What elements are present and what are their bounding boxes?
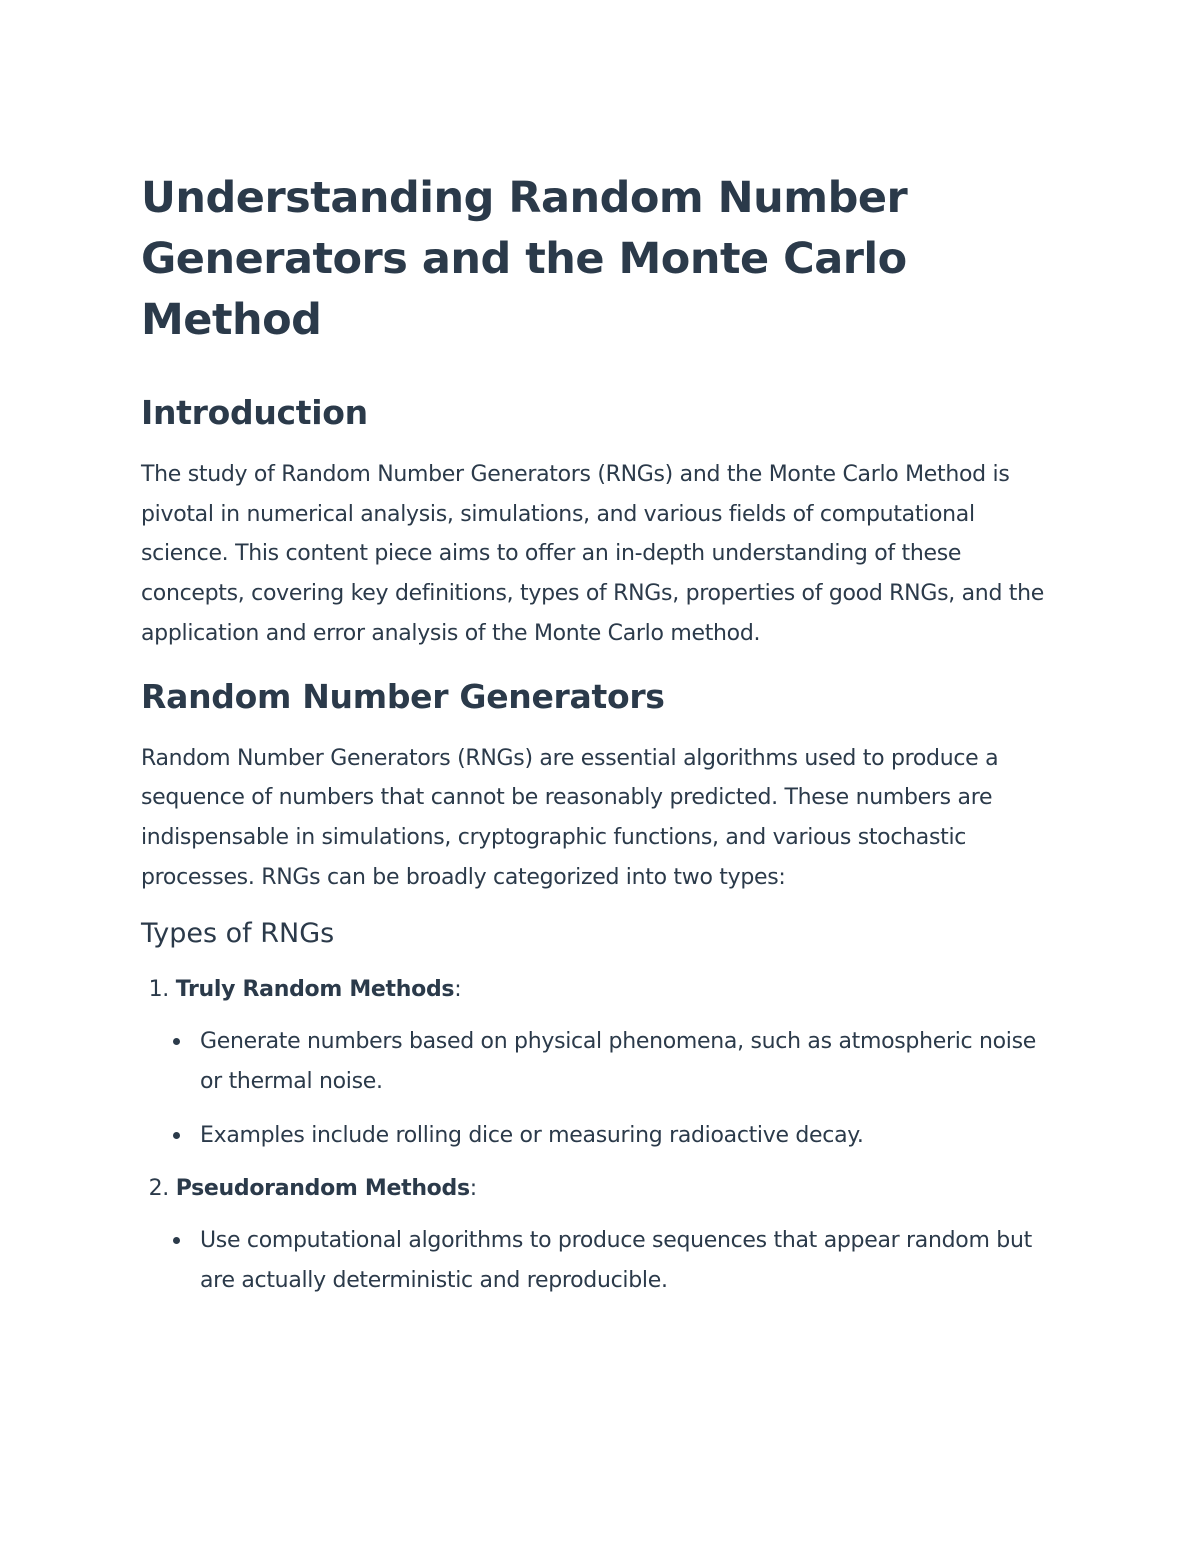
list-item-title: Truly Random Methods bbox=[175, 977, 455, 1003]
list-number: 2. bbox=[148, 1176, 169, 1202]
list-item-suffix: : bbox=[454, 977, 462, 1003]
bullet-list bbox=[141, 1221, 1061, 1300]
bullet-text: Generate numbers based on physical phenomena, such as atmospheric noise or thermal noise. bbox=[200, 1029, 1037, 1095]
list-item-heading bbox=[141, 970, 1061, 1010]
list-item-heading bbox=[141, 1169, 1061, 1209]
subsection-heading-types: Types of RNGs bbox=[141, 918, 335, 950]
bullet-list bbox=[141, 1022, 1061, 1155]
bullet-text: Examples include rolling dice or measuring radioactive decay. bbox=[200, 1122, 864, 1148]
ordered-list-item bbox=[141, 970, 1061, 1155]
document-title: Understanding Random Number Generators and the Monte Carlo Method bbox=[141, 173, 908, 345]
bullet-item bbox=[200, 1116, 1061, 1156]
section-heading-rng: Random Number Generators bbox=[141, 676, 665, 716]
introduction-paragraph: The study of Random Number Generators (RNGs) and the Monte Carlo Method is pivotal in numerical analysis, simulations, and various fields of computational science. This content piece aims to offer an in-depth understanding of these concepts, covering key definitions, types of RNGs, properties of good RNGs, and the application and error analysis of the Monte Carlo method. bbox=[141, 462, 1045, 646]
document-page bbox=[141, 168, 1061, 1315]
rng-paragraph: Random Number Generators (RNGs) are essential algorithms used to produce a sequence of numbers that cannot be reasonably predicted. These numbers are indispensable in simulations, cryptographic functions, and various stochastic processes. RNGs can be broadly categorized into two types: bbox=[141, 745, 999, 890]
bullet-item bbox=[200, 1221, 1061, 1300]
bullet-icon bbox=[173, 1132, 180, 1139]
list-item-title: Pseudorandom Methods bbox=[175, 1176, 470, 1202]
bullet-icon bbox=[173, 1237, 180, 1244]
section-heading-introduction: Introduction bbox=[141, 393, 368, 432]
bullet-icon bbox=[173, 1038, 180, 1045]
list-number: 1. bbox=[148, 977, 169, 1003]
ordered-list-item bbox=[141, 1169, 1061, 1300]
bullet-item bbox=[200, 1022, 1061, 1101]
bullet-text: Use computational algorithms to produce sequences that appear random but are actually deterministic and reproducible. bbox=[200, 1228, 1032, 1294]
list-item-suffix: : bbox=[469, 1176, 477, 1202]
